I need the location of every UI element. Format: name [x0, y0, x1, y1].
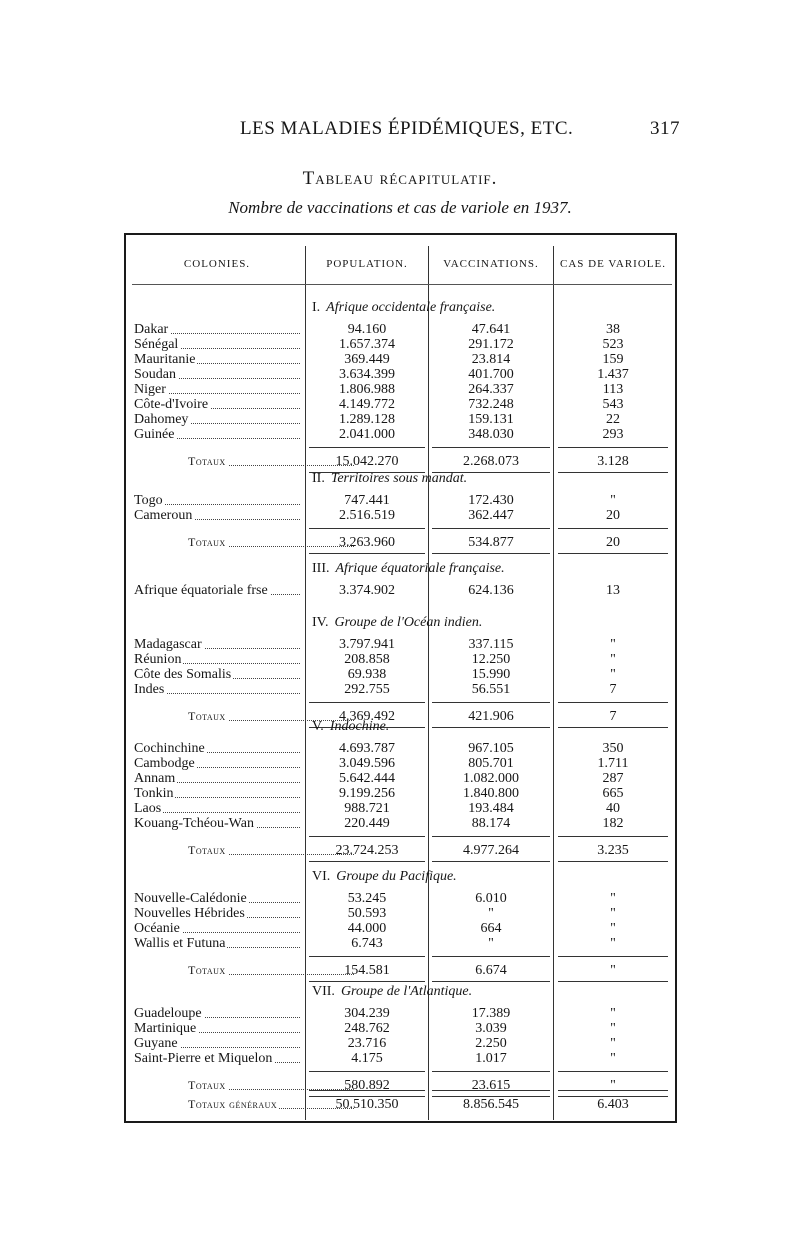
colony-name	[134, 1051, 300, 1066]
colony-name-text: Saint-Pierre et Miquelon	[134, 1051, 273, 1066]
total-label-text: Totaux	[188, 843, 226, 857]
colony-name	[134, 652, 300, 667]
variole-cell: "	[610, 1078, 616, 1093]
colony-name	[134, 801, 300, 816]
total-rule	[432, 447, 550, 448]
total-rule	[432, 702, 550, 703]
page-number: 317	[650, 118, 680, 139]
colony-name	[134, 756, 300, 771]
vaccinations-cell: 534.877	[468, 535, 514, 550]
variole-cell: "	[610, 637, 616, 652]
population-cell: 2.516.519	[339, 508, 395, 523]
group-number: VI.	[312, 869, 331, 884]
table-row	[0, 682, 800, 697]
colony-name	[134, 412, 300, 427]
variole-cell: "	[610, 963, 616, 978]
total-rule	[432, 956, 550, 957]
colony-name	[134, 583, 300, 598]
table-row	[0, 786, 800, 801]
total-label-text: Totaux	[188, 535, 226, 549]
colony-name-text: Guadeloupe	[134, 1006, 202, 1021]
population-cell: 3.049.596	[339, 756, 395, 771]
group-title	[312, 984, 472, 1000]
table-row	[0, 1021, 800, 1036]
group-label: Afrique équatoriale française.	[335, 561, 505, 576]
variole-cell: 38	[606, 322, 620, 337]
table-row	[0, 936, 800, 951]
colony-name-text: Côte-d'Ivoire	[134, 397, 209, 412]
variole-cell: 3.128	[597, 454, 629, 469]
variole-cell: "	[610, 936, 616, 951]
colony-name-text: Madagascar	[134, 637, 202, 652]
total-row	[0, 963, 800, 978]
colony-name	[134, 508, 300, 523]
population-cell: 292.755	[344, 682, 390, 697]
population-cell: 304.239	[344, 1006, 390, 1021]
colony-name-text: Côte des Somalis	[134, 667, 232, 682]
colony-name	[134, 667, 300, 682]
table-row	[0, 322, 800, 337]
colony-name	[134, 682, 300, 697]
header-rule	[132, 284, 672, 285]
variole-cell: 665	[602, 786, 624, 801]
vaccinations-cell: 805.701	[468, 756, 514, 771]
total-rule	[309, 1071, 425, 1072]
total-row	[0, 709, 800, 724]
population-cell: 69.938	[347, 667, 387, 682]
population-cell: 6.743	[351, 936, 383, 951]
variole-cell: "	[610, 652, 616, 667]
total-rule	[558, 1071, 668, 1072]
group-title	[312, 300, 495, 316]
population-cell: 248.762	[344, 1021, 390, 1036]
colony-name-text: Dahomey	[134, 412, 189, 427]
header-vaccinations: VACCINATIONS.	[443, 258, 539, 270]
population-cell: 23.716	[347, 1036, 387, 1051]
table-row	[0, 508, 800, 523]
colony-name	[134, 1021, 300, 1036]
variole-cell: 523	[602, 337, 624, 352]
population-cell: 4.693.787	[339, 741, 395, 756]
population-cell: 4.149.772	[339, 397, 395, 412]
colony-name-text: Wallis et Futuna	[134, 936, 226, 951]
vaccinations-cell: 2.250	[475, 1036, 507, 1051]
colony-name-text: Indes	[134, 682, 165, 697]
colony-name	[134, 427, 300, 442]
table-row	[0, 1051, 800, 1066]
total-rule	[432, 1071, 550, 1072]
colony-name-text: Annam	[134, 771, 176, 786]
total-label-text: Totaux	[188, 963, 226, 977]
population-cell: 15.042.270	[335, 454, 399, 469]
population-cell: 1.657.374	[339, 337, 395, 352]
colony-name-text: Nouvelle-Calédonie	[134, 891, 247, 906]
variole-cell: 113	[602, 382, 624, 397]
colony-name-text: Afrique équatoriale frse	[134, 583, 268, 598]
total-rule	[558, 981, 668, 982]
population-cell: 44.000	[347, 921, 387, 936]
total-rule	[432, 727, 550, 728]
table-row	[0, 637, 800, 652]
total-rule	[558, 472, 668, 473]
vaccinations-cell: 1.840.800	[463, 786, 519, 801]
table-row	[0, 756, 800, 771]
variole-cell: 182	[602, 816, 624, 831]
vaccinations-cell: 15.990	[471, 667, 511, 682]
colony-name-text: Cameroun	[134, 508, 193, 523]
table-row	[0, 367, 800, 382]
group-label: Afrique occidentale française.	[326, 300, 496, 315]
vaccinations-cell: 401.700	[468, 367, 514, 382]
variole-cell: 293	[602, 427, 624, 442]
colony-name	[134, 741, 300, 756]
table-row	[0, 337, 800, 352]
table-row	[0, 382, 800, 397]
population-cell: 369.449	[344, 352, 390, 367]
colony-name-text: Soudan	[134, 367, 176, 382]
colony-name	[134, 891, 300, 906]
vaccinations-cell: 291.172	[468, 337, 514, 352]
total-rule	[309, 981, 425, 982]
group-title	[312, 561, 505, 577]
total-rule	[558, 528, 668, 529]
population-cell: 53.245	[347, 891, 387, 906]
population-cell: 4.175	[351, 1051, 383, 1066]
total-rule	[558, 447, 668, 448]
population-cell: 3.797.941	[339, 637, 395, 652]
population-cell: 747.441	[344, 493, 390, 508]
total-rule	[309, 836, 425, 837]
total-rule	[558, 1090, 668, 1091]
colony-name	[134, 382, 300, 397]
group-number: III.	[312, 561, 330, 576]
population-cell: 154.581	[344, 963, 390, 978]
variole-cell: "	[610, 493, 616, 508]
population-cell: 94.160	[347, 322, 387, 337]
colony-name-text: Laos	[134, 801, 162, 816]
vaccinations-cell: 159.131	[468, 412, 514, 427]
vaccinations-cell: 88.174	[471, 816, 511, 831]
vaccinations-cell: 1.082.000	[463, 771, 519, 786]
vaccinations-cell: 2.268.073	[463, 454, 519, 469]
total-rule	[309, 956, 425, 957]
colony-name	[134, 397, 300, 412]
vaccinations-cell: 23.615	[471, 1078, 511, 1093]
table-row	[0, 667, 800, 682]
vaccinations-cell: 624.136	[468, 583, 514, 598]
variole-cell: 350	[602, 741, 624, 756]
vaccinations-cell: 421.906	[468, 709, 514, 724]
group-label: Groupe de l'Atlantique.	[340, 984, 473, 999]
colony-name	[134, 906, 300, 921]
header-colonies: COLONIES.	[183, 258, 251, 270]
table-row	[0, 397, 800, 412]
colony-name-text: Cochinchine	[134, 741, 205, 756]
vaccinations-cell: 6.674	[475, 963, 507, 978]
running-head	[240, 118, 680, 142]
colony-name-text: Guinée	[134, 427, 175, 442]
colony-name-text: Martinique	[134, 1021, 197, 1036]
table-row	[0, 427, 800, 442]
variole-cell: 3.235	[597, 843, 629, 858]
table-row	[0, 352, 800, 367]
variole-cell: 7	[609, 682, 617, 697]
vaccinations-cell: 6.010	[475, 891, 507, 906]
variole-cell: 22	[606, 412, 620, 427]
group-number: V.	[312, 719, 324, 734]
total-row	[0, 454, 800, 469]
colony-name	[134, 493, 300, 508]
total-row	[0, 843, 800, 858]
population-cell: 50.593	[347, 906, 387, 921]
colony-name-text: Réunion	[134, 652, 182, 667]
table-row	[0, 583, 800, 598]
total-rule	[309, 861, 425, 862]
colony-name	[134, 936, 300, 951]
table-subtitle: Nombre de vaccinations et cas de variole en 1937.	[228, 198, 572, 217]
colony-name-text: Mauritanie	[134, 352, 196, 367]
vaccinations-cell: 1.017	[475, 1051, 507, 1066]
total-rule	[309, 528, 425, 529]
colony-name-text: Niger	[134, 382, 166, 397]
variole-cell: 543	[602, 397, 624, 412]
table-row	[0, 493, 800, 508]
table-row	[0, 801, 800, 816]
table-row	[0, 906, 800, 921]
group-number: I.	[312, 300, 321, 315]
variole-cell: 40	[606, 801, 620, 816]
table-row	[0, 921, 800, 936]
total-rule	[558, 861, 668, 862]
variole-cell: 20	[606, 508, 620, 523]
variole-cell: 13	[606, 583, 620, 598]
total-rule	[558, 836, 668, 837]
colony-name-text: Océanie	[134, 921, 180, 936]
variole-cell: "	[610, 906, 616, 921]
total-rule	[309, 1090, 425, 1091]
grand-total-row	[0, 1097, 800, 1112]
vaccinations-cell: 17.389	[471, 1006, 511, 1021]
vaccinations-cell: 23.814	[471, 352, 511, 367]
colony-name	[134, 921, 300, 936]
colony-name	[134, 367, 300, 382]
table-row	[0, 771, 800, 786]
colony-name	[134, 1006, 300, 1021]
header-population: POPULATION.	[326, 258, 408, 270]
variole-cell: "	[610, 1051, 616, 1066]
group-label: Territoires sous mandat.	[330, 471, 468, 486]
colony-name-text: Togo	[134, 493, 163, 508]
group-number: IV.	[312, 615, 329, 630]
population-cell: 1.806.988	[339, 382, 395, 397]
colony-name-text: Guyane	[134, 1036, 178, 1051]
total-rule	[432, 553, 550, 554]
group-number: VII.	[312, 984, 335, 999]
vaccinations-cell: 337.115	[468, 637, 514, 652]
colony-name	[134, 1036, 300, 1051]
total-rule	[558, 956, 668, 957]
group-title	[312, 869, 457, 885]
vaccinations-cell: 967.105	[468, 741, 514, 756]
variole-cell: "	[610, 891, 616, 906]
total-rule	[309, 702, 425, 703]
total-label-text: Totaux	[188, 709, 226, 723]
group-label: Indochine.	[329, 719, 390, 734]
total-rule	[432, 836, 550, 837]
variole-cell: 1.437	[597, 367, 629, 382]
variole-cell: 20	[606, 535, 620, 550]
colony-name-text: Tonkin	[134, 786, 174, 801]
total-rule	[432, 1090, 550, 1091]
vaccinations-cell: 47.641	[471, 322, 511, 337]
population-cell: 50.510.350	[335, 1097, 399, 1112]
population-cell: 23.724.253	[335, 843, 399, 858]
total-rule	[558, 553, 668, 554]
variole-cell: "	[610, 667, 616, 682]
population-cell: 1.289.128	[339, 412, 395, 427]
vaccinations-cell: 3.039	[475, 1021, 507, 1036]
population-cell: 2.041.000	[339, 427, 395, 442]
group-label: Groupe du Pacifique.	[336, 869, 457, 884]
variole-cell: "	[610, 1021, 616, 1036]
total-rule	[558, 727, 668, 728]
population-cell: 3.634.399	[339, 367, 395, 382]
population-cell: 5.642.444	[339, 771, 395, 786]
population-cell: 4.369.492	[339, 709, 395, 724]
table-row	[0, 816, 800, 831]
colony-name	[134, 816, 300, 831]
population-cell: 580.892	[344, 1078, 390, 1093]
colony-name-text: Kouang-Tchéou-Wan	[134, 816, 254, 831]
group-title	[312, 615, 482, 631]
header-variole: CAS DE VARIOLE.	[560, 258, 666, 270]
vaccinations-cell: "	[488, 936, 494, 951]
vaccinations-cell: 348.030	[468, 427, 514, 442]
colony-name-text: Nouvelles Hébrides	[134, 906, 245, 921]
group-title	[312, 719, 389, 735]
vaccinations-cell: "	[488, 906, 494, 921]
table-title: Tableau récapitulatif.	[302, 168, 498, 189]
variole-cell: 6.403	[597, 1097, 629, 1112]
variole-cell: 159	[602, 352, 624, 367]
variole-cell: "	[610, 1036, 616, 1051]
group-label: Groupe de l'Océan indien.	[334, 615, 483, 630]
total-rule	[309, 553, 425, 554]
vaccinations-cell: 664	[480, 921, 502, 936]
population-cell: 9.199.256	[339, 786, 395, 801]
vaccinations-cell: 4.977.264	[463, 843, 519, 858]
colony-name-text: Dakar	[134, 322, 169, 337]
vaccinations-cell: 732.248	[468, 397, 514, 412]
colony-name	[134, 337, 300, 352]
table-row	[0, 891, 800, 906]
table-row	[0, 412, 800, 427]
colony-name	[134, 322, 300, 337]
colony-name	[134, 637, 300, 652]
total-rule	[309, 447, 425, 448]
population-cell: 220.449	[344, 816, 390, 831]
vaccinations-cell: 193.484	[468, 801, 514, 816]
colony-name	[134, 771, 300, 786]
vaccinations-cell: 12.250	[471, 652, 511, 667]
table-row	[0, 741, 800, 756]
total-rule	[432, 528, 550, 529]
variole-cell: "	[610, 921, 616, 936]
total-label-text: Totaux généraux	[188, 1097, 278, 1111]
running-head-title: LES MALADIES ÉPIDÉMIQUES, ETC.	[240, 118, 574, 139]
variole-cell: "	[610, 1006, 616, 1021]
total-rule	[432, 861, 550, 862]
table-row	[0, 652, 800, 667]
vaccinations-cell: 8.856.545	[463, 1097, 519, 1112]
total-row	[0, 535, 800, 550]
total-label-text: Totaux	[188, 454, 226, 468]
colony-name-text: Sénégal	[134, 337, 179, 352]
group-title	[312, 471, 467, 487]
total-label-text: Totaux	[188, 1078, 226, 1092]
population-cell: 208.858	[344, 652, 390, 667]
population-cell: 988.721	[344, 801, 390, 816]
table-row	[0, 1036, 800, 1051]
variole-cell: 1.711	[597, 756, 629, 771]
population-cell: 3.374.902	[339, 583, 395, 598]
variole-cell: 7	[609, 709, 617, 724]
total-rule	[432, 981, 550, 982]
colony-name	[134, 352, 300, 367]
variole-cell: 287	[602, 771, 624, 786]
total-rule	[558, 702, 668, 703]
colony-name	[134, 786, 300, 801]
colony-name-text: Cambodge	[134, 756, 195, 771]
vaccinations-cell: 172.430	[468, 493, 514, 508]
table-row	[0, 1006, 800, 1021]
vaccinations-cell: 56.551	[471, 682, 511, 697]
vaccinations-cell: 362.447	[468, 508, 514, 523]
population-cell: 3.263.960	[339, 535, 395, 550]
group-number: II.	[312, 471, 325, 486]
vaccinations-cell: 264.337	[468, 382, 514, 397]
